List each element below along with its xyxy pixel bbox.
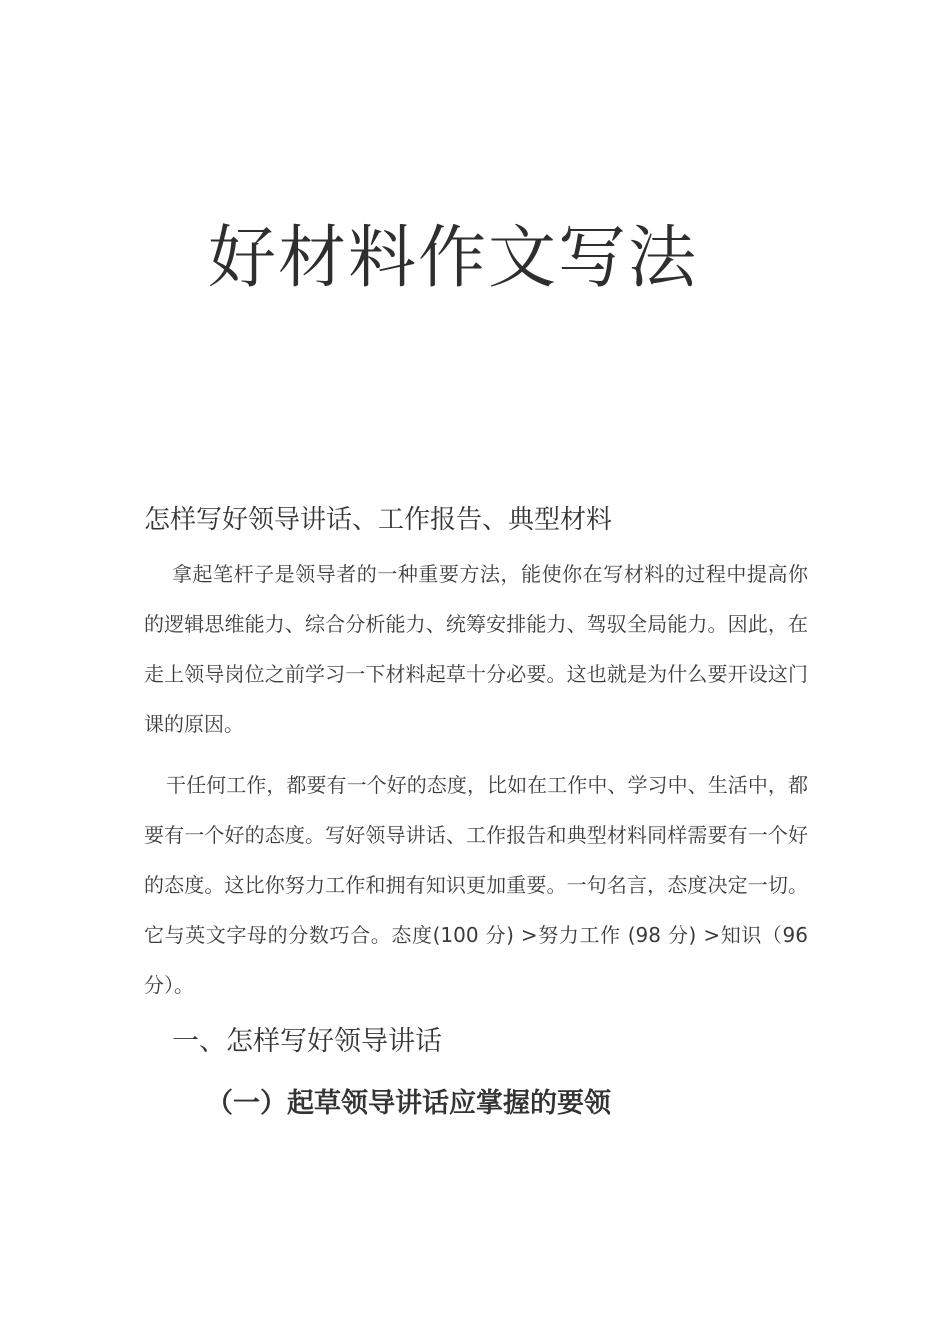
document-subtitle: 怎样写好领导讲话、工作报告、典型材料 (144, 505, 613, 535)
document-title: 好材料作文写法 (208, 219, 699, 298)
section-heading: 一、怎样写好领导讲话 (172, 1026, 442, 1057)
attitude-paragraph: 干任何工作，都要有一个好的态度，比如在工作中、学习中、生活中，都要有一个好的态度。写好领导讲话、工作报告和典型材料同样需要有一个好的态度。这比你努力工作和拥有知识更加重要。一句名言，态度决定一切。它与英文字母的分数巧合。态度(100 分) >努力工作 (98 分) >知识（96 分）。 (144, 773, 808, 997)
subsection-heading: （一）起草领导讲话应掌握的要领 (206, 1088, 611, 1119)
intro-paragraph: 拿起笔杆子是领导者的一种重要方法，能使你在写材料的过程中提高你的逻辑思维能力、综合分析能力、统筹安排能力、驾驭全局能力。因此，在走上领导岗位之前学习一下材料起草十分必要。这也就是为什么要开设这门课的原因。 (144, 562, 808, 736)
